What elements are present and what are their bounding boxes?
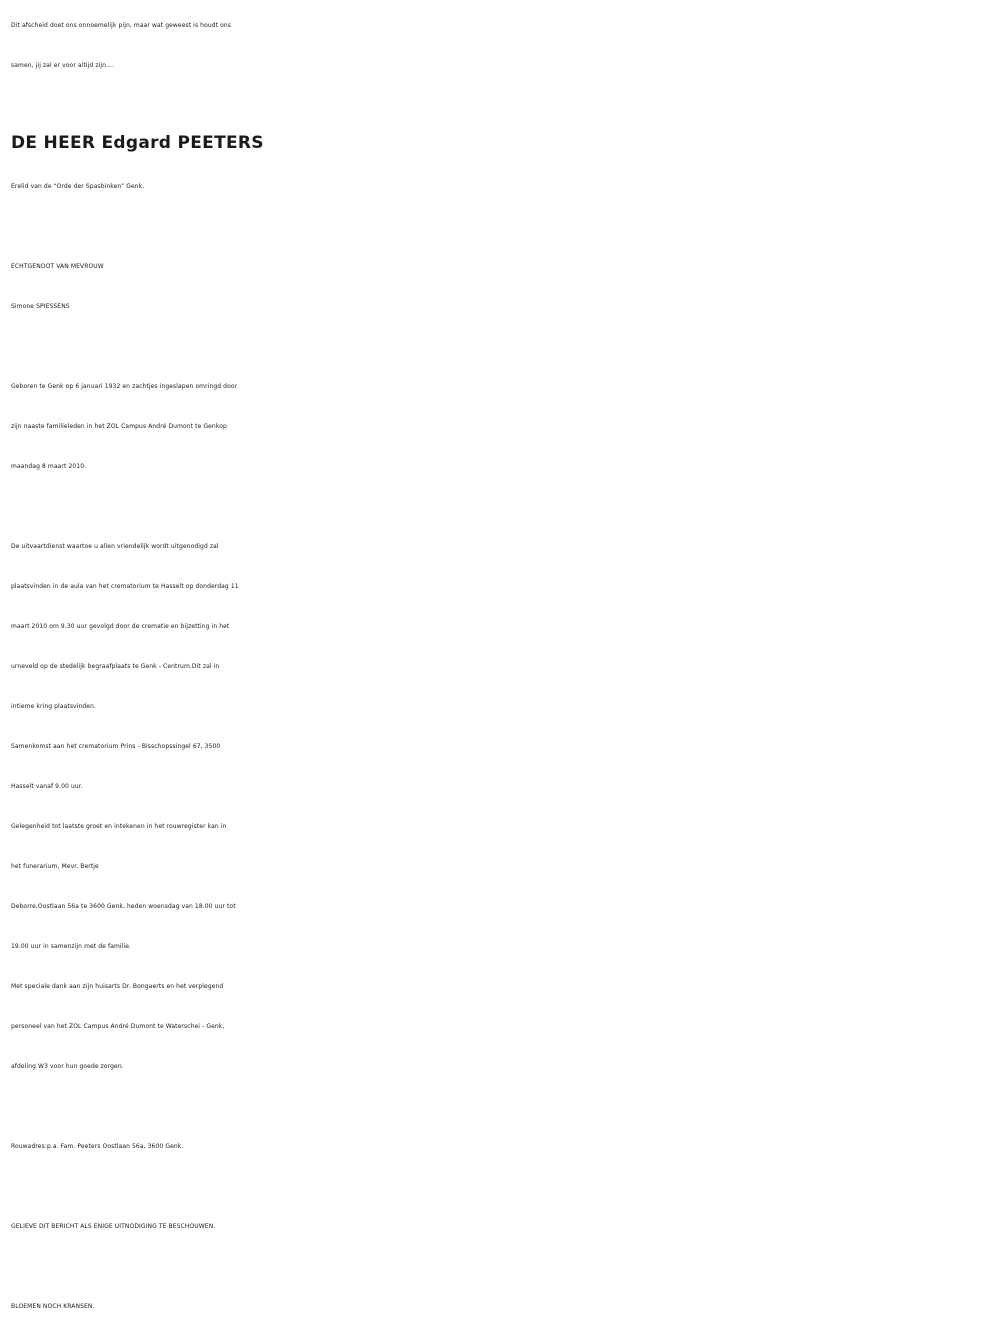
visitation-line: 19.00 uur in samenzijn met de familie. (11, 943, 132, 950)
obituary-notice (11, 6, 996, 1327)
deceased-title: Erelid van de “Orde der Spasbinken” Genk. (11, 183, 145, 190)
spacer (11, 207, 996, 247)
gathering-line: Hasselt vanaf 9.00 uur. (11, 783, 83, 790)
service-line: De uitvaartdienst waartoe u allen vriendelijk wordt uitgenodigd zal (11, 543, 219, 550)
birth-paragraph (11, 367, 996, 487)
spacer (11, 1247, 996, 1287)
intro-text (11, 6, 996, 86)
spacer (11, 1087, 996, 1127)
birth-line: maandag 8 maart 2010. (11, 463, 87, 470)
spouse-label: ECHTGENOOT VAN MEVROUW (11, 263, 104, 270)
thanks-line: afdeling W3 voor hun goede zorgen. (11, 1063, 124, 1070)
visitation-line: Deborre,Oostlaan 56a te 3600 Genk, heden woensdag van 18.00 uur tot (11, 903, 236, 910)
thanks-line: personeel van het ZOL Campus André Dumont te Waterschei - Genk, (11, 1023, 225, 1030)
gathering-paragraph (11, 727, 996, 807)
deceased-name: DE HEER Edgard PEETERS (11, 133, 264, 153)
intro-line: samen, jij zal er voor altijd zijn.... (11, 62, 115, 69)
service-paragraph (11, 527, 996, 727)
visitation-line: het funerarium, Mevr. Bertje (11, 863, 99, 870)
spouse-name: Simone SPIESSENS (11, 303, 70, 310)
service-line: maart 2010 om 9.30 uur gevolgd door de crematie en bijzetting in het (11, 623, 230, 630)
service-line: intieme kring plaatsvinden. (11, 703, 96, 710)
gathering-line: Samenkomst aan het crematorium Prins - Bisschopssingel 67, 3500 (11, 743, 221, 750)
thanks-line: Met speciale dank aan zijn huisarts Dr. Bongaerts en het verplegend (11, 983, 224, 990)
spouse-block (11, 247, 996, 327)
service-line: plaatsvinden in de aula van het crematorium te Hasselt op donderdag 11 (11, 583, 239, 590)
mourning-address: Rouwadres:p.a. Fam. Peeters Oostlaan 56a, 3600 Genk. (11, 1143, 184, 1150)
service-line: urneveld op de stedelijk begraafplaats te Genk - Centrum.Dit zal in (11, 663, 220, 670)
flowers-notice: BLOEMEN NOCH KRANSEN. (11, 1303, 95, 1310)
birth-line: Geboren te Genk op 6 januari 1932 en zachtjes ingeslapen omringd door (11, 383, 238, 390)
visitation-paragraph (11, 807, 996, 967)
intro-line: Dit afscheid doet ons onnoemelijk pijn, maar wat geweest is houdt ons (11, 22, 232, 29)
spacer (11, 1167, 996, 1207)
spacer (11, 487, 996, 527)
invitation-notice: GELIEVE DIT BERICHT ALS ENIGE UITNODIGING TE BESCHOUWEN. (11, 1223, 216, 1230)
birth-line: zijn naaste familieleden in het ZOL Campus André Dumont te Genkop (11, 423, 227, 430)
spacer (11, 327, 996, 367)
visitation-line: Gelegenheid tot laatste groet en intekenen in het rouwregister kan in (11, 823, 227, 830)
thanks-paragraph (11, 967, 996, 1087)
